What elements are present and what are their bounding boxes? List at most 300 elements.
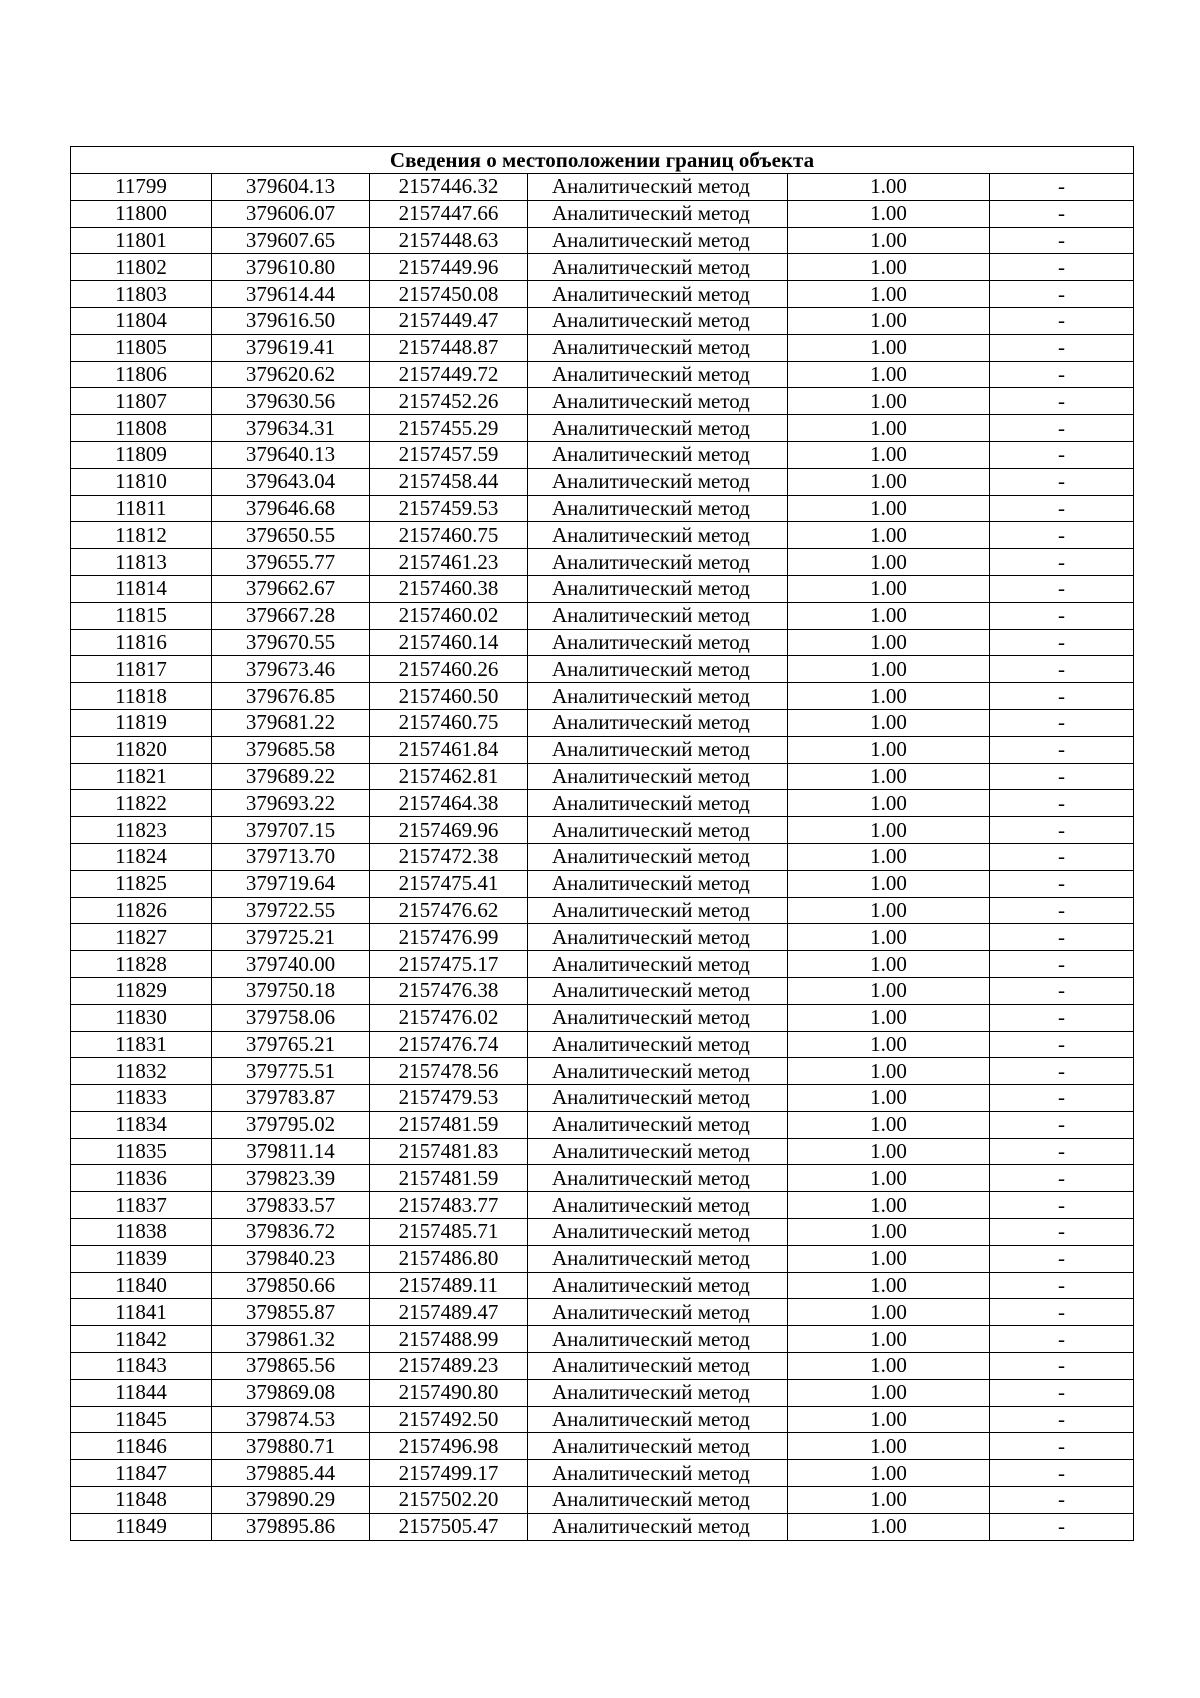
table-row	[71, 1460, 1134, 1487]
point-number-cell: 11828	[71, 951, 212, 978]
table-row	[71, 1138, 1134, 1165]
point-number-cell: 11816	[71, 629, 212, 656]
table-row	[71, 1031, 1134, 1058]
description-cell: -	[990, 388, 1134, 415]
point-number-cell: 11827	[71, 924, 212, 951]
x-coordinate-cell: 379650.55	[212, 522, 370, 549]
accuracy-cell: 1.00	[788, 843, 990, 870]
x-coordinate-cell: 379840.23	[212, 1245, 370, 1272]
point-number-cell: 11802	[71, 254, 212, 281]
y-coordinate-cell: 2157452.26	[370, 388, 528, 415]
description-cell: -	[990, 1085, 1134, 1112]
description-cell: -	[990, 951, 1134, 978]
point-number-cell: 11830	[71, 1004, 212, 1031]
x-coordinate-cell: 379725.21	[212, 924, 370, 951]
y-coordinate-cell: 2157476.99	[370, 924, 528, 951]
method-cell: Аналитический метод	[528, 1272, 788, 1299]
x-coordinate-cell: 379670.55	[212, 629, 370, 656]
description-cell: -	[990, 1379, 1134, 1406]
x-coordinate-cell: 379869.08	[212, 1379, 370, 1406]
table-title-row	[71, 147, 1134, 174]
x-coordinate-cell: 379874.53	[212, 1406, 370, 1433]
x-coordinate-cell: 379861.32	[212, 1326, 370, 1353]
y-coordinate-cell: 2157449.96	[370, 254, 528, 281]
y-coordinate-cell: 2157481.59	[370, 1111, 528, 1138]
description-cell: -	[990, 629, 1134, 656]
description-cell: -	[990, 790, 1134, 817]
method-cell: Аналитический метод	[528, 468, 788, 495]
method-cell: Аналитический метод	[528, 1379, 788, 1406]
accuracy-cell: 1.00	[788, 200, 990, 227]
description-cell: -	[990, 709, 1134, 736]
x-coordinate-cell: 379707.15	[212, 817, 370, 844]
x-coordinate-cell: 379865.56	[212, 1353, 370, 1380]
x-coordinate-cell: 379855.87	[212, 1299, 370, 1326]
y-coordinate-cell: 2157492.50	[370, 1406, 528, 1433]
table-row	[71, 629, 1134, 656]
y-coordinate-cell: 2157499.17	[370, 1460, 528, 1487]
accuracy-cell: 1.00	[788, 1004, 990, 1031]
x-coordinate-cell: 379795.02	[212, 1111, 370, 1138]
description-cell: -	[990, 468, 1134, 495]
description-cell: -	[990, 817, 1134, 844]
x-coordinate-cell: 379655.77	[212, 549, 370, 576]
point-number-cell: 11826	[71, 897, 212, 924]
table-row	[71, 1245, 1134, 1272]
method-cell: Аналитический метод	[528, 575, 788, 602]
x-coordinate-cell: 379616.50	[212, 307, 370, 334]
y-coordinate-cell: 2157476.74	[370, 1031, 528, 1058]
y-coordinate-cell: 2157460.02	[370, 602, 528, 629]
y-coordinate-cell: 2157457.59	[370, 441, 528, 468]
description-cell: -	[990, 334, 1134, 361]
table-row	[71, 977, 1134, 1004]
y-coordinate-cell: 2157489.23	[370, 1353, 528, 1380]
accuracy-cell: 1.00	[788, 1111, 990, 1138]
x-coordinate-cell: 379673.46	[212, 656, 370, 683]
x-coordinate-cell: 379640.13	[212, 441, 370, 468]
table-row	[71, 1353, 1134, 1380]
y-coordinate-cell: 2157469.96	[370, 817, 528, 844]
y-coordinate-cell: 2157459.53	[370, 495, 528, 522]
method-cell: Аналитический метод	[528, 1326, 788, 1353]
point-number-cell: 11824	[71, 843, 212, 870]
x-coordinate-cell: 379895.86	[212, 1513, 370, 1540]
accuracy-cell: 1.00	[788, 897, 990, 924]
description-cell: -	[990, 200, 1134, 227]
x-coordinate-cell: 379693.22	[212, 790, 370, 817]
y-coordinate-cell: 2157476.38	[370, 977, 528, 1004]
description-cell: -	[990, 1406, 1134, 1433]
table-row	[71, 924, 1134, 951]
table-row	[71, 897, 1134, 924]
point-number-cell: 11814	[71, 575, 212, 602]
accuracy-cell: 1.00	[788, 575, 990, 602]
x-coordinate-cell: 379880.71	[212, 1433, 370, 1460]
table-row	[71, 1219, 1134, 1246]
accuracy-cell: 1.00	[788, 415, 990, 442]
method-cell: Аналитический метод	[528, 1165, 788, 1192]
table-row	[71, 281, 1134, 308]
y-coordinate-cell: 2157478.56	[370, 1058, 528, 1085]
table-row	[71, 468, 1134, 495]
x-coordinate-cell: 379676.85	[212, 683, 370, 710]
x-coordinate-cell: 379620.62	[212, 361, 370, 388]
description-cell: -	[990, 1272, 1134, 1299]
method-cell: Аналитический метод	[528, 817, 788, 844]
method-cell: Аналитический метод	[528, 629, 788, 656]
description-cell: -	[990, 227, 1134, 254]
description-cell: -	[990, 977, 1134, 1004]
y-coordinate-cell: 2157448.87	[370, 334, 528, 361]
description-cell: -	[990, 1058, 1134, 1085]
y-coordinate-cell: 2157505.47	[370, 1513, 528, 1540]
description-cell: -	[990, 1192, 1134, 1219]
accuracy-cell: 1.00	[788, 254, 990, 281]
y-coordinate-cell: 2157461.23	[370, 549, 528, 576]
point-number-cell: 11837	[71, 1192, 212, 1219]
point-number-cell: 11806	[71, 361, 212, 388]
method-cell: Аналитический метод	[528, 1433, 788, 1460]
table-row	[71, 200, 1134, 227]
accuracy-cell: 1.00	[788, 817, 990, 844]
x-coordinate-cell: 379750.18	[212, 977, 370, 1004]
table-row	[71, 817, 1134, 844]
table-row	[71, 441, 1134, 468]
x-coordinate-cell: 379722.55	[212, 897, 370, 924]
accuracy-cell: 1.00	[788, 1299, 990, 1326]
point-number-cell: 11847	[71, 1460, 212, 1487]
method-cell: Аналитический метод	[528, 977, 788, 1004]
table-row	[71, 1406, 1134, 1433]
description-cell: -	[990, 174, 1134, 201]
point-number-cell: 11807	[71, 388, 212, 415]
accuracy-cell: 1.00	[788, 870, 990, 897]
method-cell: Аналитический метод	[528, 1058, 788, 1085]
table-row	[71, 307, 1134, 334]
table-body	[71, 147, 1134, 1541]
y-coordinate-cell: 2157479.53	[370, 1085, 528, 1112]
method-cell: Аналитический метод	[528, 307, 788, 334]
y-coordinate-cell: 2157460.26	[370, 656, 528, 683]
y-coordinate-cell: 2157458.44	[370, 468, 528, 495]
x-coordinate-cell: 379758.06	[212, 1004, 370, 1031]
x-coordinate-cell: 379836.72	[212, 1219, 370, 1246]
point-number-cell: 11819	[71, 709, 212, 736]
y-coordinate-cell: 2157490.80	[370, 1379, 528, 1406]
table-row	[71, 763, 1134, 790]
method-cell: Аналитический метод	[528, 1245, 788, 1272]
point-number-cell: 11836	[71, 1165, 212, 1192]
accuracy-cell: 1.00	[788, 495, 990, 522]
table-row	[71, 1058, 1134, 1085]
method-cell: Аналитический метод	[528, 522, 788, 549]
y-coordinate-cell: 2157460.50	[370, 683, 528, 710]
y-coordinate-cell: 2157464.38	[370, 790, 528, 817]
y-coordinate-cell: 2157461.84	[370, 736, 528, 763]
point-number-cell: 11809	[71, 441, 212, 468]
table-row	[71, 709, 1134, 736]
point-number-cell: 11810	[71, 468, 212, 495]
description-cell: -	[990, 361, 1134, 388]
x-coordinate-cell: 379685.58	[212, 736, 370, 763]
accuracy-cell: 1.00	[788, 709, 990, 736]
description-cell: -	[990, 1326, 1134, 1353]
accuracy-cell: 1.00	[788, 683, 990, 710]
description-cell: -	[990, 1245, 1134, 1272]
point-number-cell: 11811	[71, 495, 212, 522]
method-cell: Аналитический метод	[528, 334, 788, 361]
y-coordinate-cell: 2157460.38	[370, 575, 528, 602]
y-coordinate-cell: 2157450.08	[370, 281, 528, 308]
description-cell: -	[990, 602, 1134, 629]
accuracy-cell: 1.00	[788, 1326, 990, 1353]
x-coordinate-cell: 379833.57	[212, 1192, 370, 1219]
point-number-cell: 11843	[71, 1353, 212, 1380]
accuracy-cell: 1.00	[788, 307, 990, 334]
description-cell: -	[990, 522, 1134, 549]
y-coordinate-cell: 2157483.77	[370, 1192, 528, 1219]
description-cell: -	[990, 1299, 1134, 1326]
table-title: Сведения о местоположении границ объекта	[71, 147, 1134, 174]
table-row	[71, 1379, 1134, 1406]
accuracy-cell: 1.00	[788, 763, 990, 790]
accuracy-cell: 1.00	[788, 1085, 990, 1112]
table-row	[71, 1487, 1134, 1514]
y-coordinate-cell: 2157475.41	[370, 870, 528, 897]
description-cell: -	[990, 575, 1134, 602]
point-number-cell: 11823	[71, 817, 212, 844]
x-coordinate-cell: 379740.00	[212, 951, 370, 978]
y-coordinate-cell: 2157481.83	[370, 1138, 528, 1165]
accuracy-cell: 1.00	[788, 1406, 990, 1433]
accuracy-cell: 1.00	[788, 1192, 990, 1219]
accuracy-cell: 1.00	[788, 334, 990, 361]
y-coordinate-cell: 2157496.98	[370, 1433, 528, 1460]
method-cell: Аналитический метод	[528, 227, 788, 254]
accuracy-cell: 1.00	[788, 361, 990, 388]
table-row	[71, 1299, 1134, 1326]
table-row	[71, 1165, 1134, 1192]
description-cell: -	[990, 1031, 1134, 1058]
x-coordinate-cell: 379607.65	[212, 227, 370, 254]
x-coordinate-cell: 379885.44	[212, 1460, 370, 1487]
accuracy-cell: 1.00	[788, 924, 990, 951]
point-number-cell: 11800	[71, 200, 212, 227]
y-coordinate-cell: 2157475.17	[370, 951, 528, 978]
table-row	[71, 549, 1134, 576]
table-row	[71, 1513, 1134, 1540]
method-cell: Аналитический метод	[528, 495, 788, 522]
description-cell: -	[990, 1111, 1134, 1138]
y-coordinate-cell: 2157476.02	[370, 1004, 528, 1031]
description-cell: -	[990, 1433, 1134, 1460]
table-row	[71, 656, 1134, 683]
table-row	[71, 495, 1134, 522]
method-cell: Аналитический метод	[528, 441, 788, 468]
description-cell: -	[990, 736, 1134, 763]
table-row	[71, 843, 1134, 870]
description-cell: -	[990, 656, 1134, 683]
y-coordinate-cell: 2157489.47	[370, 1299, 528, 1326]
y-coordinate-cell: 2157447.66	[370, 200, 528, 227]
point-number-cell: 11849	[71, 1513, 212, 1540]
accuracy-cell: 1.00	[788, 1219, 990, 1246]
point-number-cell: 11841	[71, 1299, 212, 1326]
point-number-cell: 11805	[71, 334, 212, 361]
accuracy-cell: 1.00	[788, 1138, 990, 1165]
description-cell: -	[990, 415, 1134, 442]
method-cell: Аналитический метод	[528, 843, 788, 870]
description-cell: -	[990, 763, 1134, 790]
method-cell: Аналитический метод	[528, 174, 788, 201]
x-coordinate-cell: 379783.87	[212, 1085, 370, 1112]
x-coordinate-cell: 379689.22	[212, 763, 370, 790]
point-number-cell: 11825	[71, 870, 212, 897]
x-coordinate-cell: 379823.39	[212, 1165, 370, 1192]
table-row	[71, 683, 1134, 710]
method-cell: Аналитический метод	[528, 1138, 788, 1165]
point-number-cell: 11834	[71, 1111, 212, 1138]
y-coordinate-cell: 2157486.80	[370, 1245, 528, 1272]
point-number-cell: 11829	[71, 977, 212, 1004]
point-number-cell: 11804	[71, 307, 212, 334]
x-coordinate-cell: 379634.31	[212, 415, 370, 442]
point-number-cell: 11839	[71, 1245, 212, 1272]
method-cell: Аналитический метод	[528, 1085, 788, 1112]
x-coordinate-cell: 379662.67	[212, 575, 370, 602]
point-number-cell: 11808	[71, 415, 212, 442]
method-cell: Аналитический метод	[528, 924, 788, 951]
y-coordinate-cell: 2157449.47	[370, 307, 528, 334]
description-cell: -	[990, 1165, 1134, 1192]
method-cell: Аналитический метод	[528, 602, 788, 629]
x-coordinate-cell: 379619.41	[212, 334, 370, 361]
accuracy-cell: 1.00	[788, 1272, 990, 1299]
table-row	[71, 1192, 1134, 1219]
x-coordinate-cell: 379850.66	[212, 1272, 370, 1299]
description-cell: -	[990, 843, 1134, 870]
method-cell: Аналитический метод	[528, 790, 788, 817]
point-number-cell: 11817	[71, 656, 212, 683]
method-cell: Аналитический метод	[528, 1031, 788, 1058]
table-row	[71, 1111, 1134, 1138]
point-number-cell: 11818	[71, 683, 212, 710]
y-coordinate-cell: 2157476.62	[370, 897, 528, 924]
description-cell: -	[990, 1219, 1134, 1246]
method-cell: Аналитический метод	[528, 897, 788, 924]
method-cell: Аналитический метод	[528, 1111, 788, 1138]
y-coordinate-cell: 2157446.32	[370, 174, 528, 201]
description-cell: -	[990, 870, 1134, 897]
method-cell: Аналитический метод	[528, 281, 788, 308]
table-row	[71, 174, 1134, 201]
description-cell: -	[990, 1487, 1134, 1514]
accuracy-cell: 1.00	[788, 468, 990, 495]
y-coordinate-cell: 2157472.38	[370, 843, 528, 870]
description-cell: -	[990, 683, 1134, 710]
x-coordinate-cell: 379604.13	[212, 174, 370, 201]
method-cell: Аналитический метод	[528, 1353, 788, 1380]
y-coordinate-cell: 2157460.75	[370, 709, 528, 736]
x-coordinate-cell: 379606.07	[212, 200, 370, 227]
accuracy-cell: 1.00	[788, 1379, 990, 1406]
method-cell: Аналитический метод	[528, 549, 788, 576]
method-cell: Аналитический метод	[528, 415, 788, 442]
method-cell: Аналитический метод	[528, 1004, 788, 1031]
point-number-cell: 11840	[71, 1272, 212, 1299]
accuracy-cell: 1.00	[788, 1487, 990, 1514]
table-row	[71, 388, 1134, 415]
table-row	[71, 1272, 1134, 1299]
y-coordinate-cell: 2157489.11	[370, 1272, 528, 1299]
point-number-cell: 11838	[71, 1219, 212, 1246]
table-row	[71, 254, 1134, 281]
x-coordinate-cell: 379643.04	[212, 468, 370, 495]
accuracy-cell: 1.00	[788, 1353, 990, 1380]
table-row	[71, 334, 1134, 361]
table-row	[71, 415, 1134, 442]
description-cell: -	[990, 495, 1134, 522]
accuracy-cell: 1.00	[788, 441, 990, 468]
accuracy-cell: 1.00	[788, 602, 990, 629]
table-row	[71, 227, 1134, 254]
point-number-cell: 11799	[71, 174, 212, 201]
table-row	[71, 736, 1134, 763]
accuracy-cell: 1.00	[788, 388, 990, 415]
method-cell: Аналитический метод	[528, 254, 788, 281]
table-row	[71, 1085, 1134, 1112]
table-row	[71, 361, 1134, 388]
accuracy-cell: 1.00	[788, 1031, 990, 1058]
x-coordinate-cell: 379775.51	[212, 1058, 370, 1085]
point-number-cell: 11820	[71, 736, 212, 763]
y-coordinate-cell: 2157460.14	[370, 629, 528, 656]
description-cell: -	[990, 1353, 1134, 1380]
x-coordinate-cell: 379811.14	[212, 1138, 370, 1165]
accuracy-cell: 1.00	[788, 736, 990, 763]
accuracy-cell: 1.00	[788, 1460, 990, 1487]
accuracy-cell: 1.00	[788, 549, 990, 576]
description-cell: -	[990, 1513, 1134, 1540]
point-number-cell: 11821	[71, 763, 212, 790]
description-cell: -	[990, 1004, 1134, 1031]
table-row	[71, 951, 1134, 978]
x-coordinate-cell: 379610.80	[212, 254, 370, 281]
description-cell: -	[990, 924, 1134, 951]
accuracy-cell: 1.00	[788, 1165, 990, 1192]
accuracy-cell: 1.00	[788, 522, 990, 549]
y-coordinate-cell: 2157448.63	[370, 227, 528, 254]
method-cell: Аналитический метод	[528, 200, 788, 227]
x-coordinate-cell: 379765.21	[212, 1031, 370, 1058]
method-cell: Аналитический метод	[528, 736, 788, 763]
y-coordinate-cell: 2157449.72	[370, 361, 528, 388]
table-row	[71, 1433, 1134, 1460]
accuracy-cell: 1.00	[788, 977, 990, 1004]
accuracy-cell: 1.00	[788, 656, 990, 683]
point-number-cell: 11846	[71, 1433, 212, 1460]
accuracy-cell: 1.00	[788, 281, 990, 308]
accuracy-cell: 1.00	[788, 1245, 990, 1272]
method-cell: Аналитический метод	[528, 1487, 788, 1514]
accuracy-cell: 1.00	[788, 174, 990, 201]
method-cell: Аналитический метод	[528, 1192, 788, 1219]
table-row	[71, 1326, 1134, 1353]
accuracy-cell: 1.00	[788, 629, 990, 656]
y-coordinate-cell: 2157481.59	[370, 1165, 528, 1192]
x-coordinate-cell: 379890.29	[212, 1487, 370, 1514]
